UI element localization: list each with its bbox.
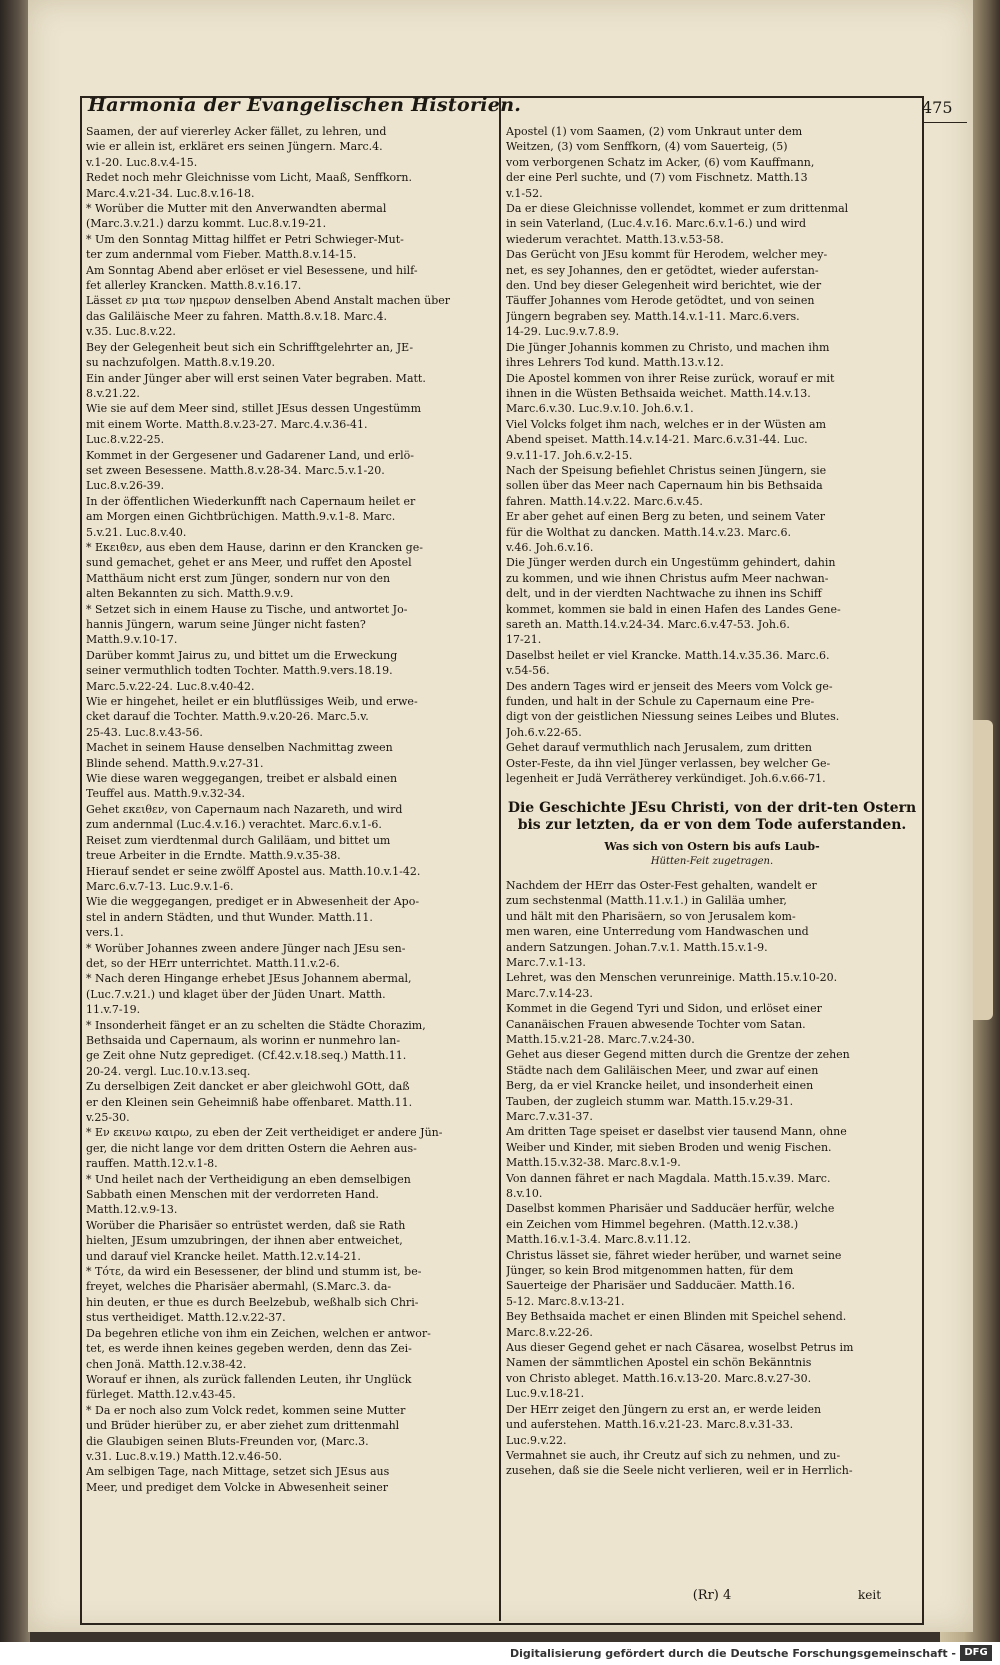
text-line: Christus lässet sie, fähret wieder herüber, und warnet seine (506, 1248, 842, 1262)
text-line: su nachzufolgen. Matth.8.v.19.20. (86, 356, 275, 370)
text-line: für die Wolthat zu dancken. Matth.14.v.23. Marc.6. (506, 525, 791, 539)
text-line: wiederum verachtet. Matth.13.v.53-58. (506, 232, 724, 246)
text-line: v.1-20. Luc.8.v.4-15. (86, 155, 198, 169)
text-line: (Luc.7.v.21.) und klaget über der Jüden Unart. Matth. (86, 987, 386, 1001)
text-line: der eine Perl suchte, und (7) vom Fischnetz. Matth.13 (506, 171, 808, 185)
text-line: er den Kleinen sein Geheimniß habe offenbaret. Matth.11. (86, 1095, 413, 1109)
text-line: Zu derselbigen Zeit dancket er aber gleichwohl GOtt, daß (86, 1080, 410, 1094)
text-line: chen Jonä. Matth.12.v.38-42. (86, 1357, 247, 1371)
chapter-subtitle-2: Hütten-Feit zugetragen. (650, 856, 774, 868)
text-line: Luc.9.v.22. (506, 1433, 567, 1447)
text-line: Er aber gehet auf einen Berg zu beten, und seinem Vater (506, 510, 826, 524)
text-line: ihres Lehrers Tod kund. Matth.13.v.12. (506, 356, 724, 370)
text-line: hielten, JEsum umzubringen, der ihnen aber entweichet, (86, 1234, 403, 1248)
running-head: Harmonia der Evangelischen Historien. (88, 94, 522, 116)
text-line: Von dannen fähret er nach Magdala. Matth.15.v.39. Marc. (506, 1171, 831, 1185)
text-line: * Worüber Johannes zween andere Jünger nach JEsu sen- (86, 941, 406, 955)
text-line: Marc.7.v.31-37. (506, 1109, 593, 1123)
text-line: v.31. Luc.8.v.19.) Matth.12.v.46-50. (86, 1449, 282, 1463)
text-line: Marc.4.v.21-34. Luc.8.v.16-18. (86, 186, 255, 200)
text-line: und auferstehen. Matth.16.v.21-23. Marc.8.v.31-33. (506, 1418, 794, 1432)
digitization-note: Digitalisierung gefördert durch die Deutsche Forschungsgemeinschaft - (509, 1647, 956, 1660)
text-line: fahren. Matth.14.v.22. Marc.6.v.45. (506, 494, 703, 508)
text-line: Bey der Gelegenheit beut sich ein Schrifftgelehrter an, JE- (86, 340, 414, 354)
chapter-subtitle: Was sich von Ostern bis aufs Laub- (604, 840, 820, 854)
text-line: delt, und in der vierdten Nachtwache zu ihnen ins Schiff (506, 587, 822, 601)
text-line: ihnen in die Wüsten Bethsaida weichet. Matth.14.v.13. (506, 386, 811, 400)
text-line: 25-43. Luc.8.v.43-56. (86, 725, 203, 739)
text-line: Marc.6.v.30. Luc.9.v.10. Joh.6.v.1. (506, 402, 694, 416)
text-line: Daselbst heilet er viel Krancke. Matth.14.v.35.36. Marc.6. (506, 648, 830, 662)
text-line: stel in andern Städten, und thut Wunder. Matth.11. (86, 910, 373, 924)
text-line: seiner vermuthlich todten Tochter. Matth.9.vers.18.19. (86, 664, 393, 678)
text-line: in sein Vaterland, (Luc.4.v.16. Marc.6.v.1-6.) und wird (506, 217, 807, 231)
text-line: und Brüder hierüber zu, er aber ziehet zum drittenmahl (86, 1419, 400, 1433)
text-line: Gehet darauf vermuthlich nach Jerusalem, zum dritten (506, 741, 813, 755)
text-line: Sabbath einen Menschen mit der verdorreten Hand. (86, 1188, 379, 1202)
text-line: Worauf er ihnen, als zurück fallenden Leuten, ihr Unglück (86, 1372, 412, 1386)
text-line: Aus dieser Gegend gehet er nach Cäsarea, woselbst Petrus im (506, 1341, 854, 1355)
page-number: 475 (922, 98, 967, 123)
text-line: Weiber und Kinder, mit sieben Broden und wenig Fischen. (506, 1140, 832, 1154)
text-line: * Da er noch also zum Volck redet, kommen seine Mutter (86, 1403, 406, 1417)
text-line: Vermahnet sie auch, ihr Creutz auf sich zu nehmen, und zu- (506, 1448, 841, 1462)
text-line: Ein ander Jünger aber will erst seinen Vater begraben. Matt. (86, 371, 426, 385)
text-line: den. Und bey dieser Gelegenheit wird berichtet, wie der (506, 279, 822, 293)
text-line: 5.v.21. Luc.8.v.40. (86, 525, 187, 539)
text-line: Luc.8.v.26-39. (86, 479, 165, 493)
text-line: Der HErr zeiget den Jüngern zu erst an, er werde leiden (506, 1402, 822, 1416)
text-line: alten Bekannten zu sich. Matth.9.v.9. (86, 587, 294, 601)
text-line: v.54-56. (506, 664, 550, 678)
text-line: Sauerteige der Pharisäer und Sadducäer. Matth.16. (506, 1279, 796, 1293)
text-line: Reiset zum vierdtenmal durch Galiläam, und bittet um (86, 833, 391, 847)
text-line: det, so der HErr unterrichtet. Matth.11.v.2-6. (86, 956, 340, 970)
text-line: cket darauf die Tochter. Matth.9.v.20-26. Marc.5.v. (86, 710, 369, 724)
text-line: Darüber kommt Jairus zu, und bittet um die Erweckung (86, 648, 398, 662)
text-line: Städte nach dem Galiläischen Meer, und zwar auf einen (506, 1063, 819, 1077)
book-page (28, 0, 973, 1632)
text-line: ger, die nicht lange vor dem dritten Ostern die Aehren aus- (86, 1141, 417, 1155)
text-line: men waren, eine Unterredung vom Handwaschen und (506, 925, 809, 939)
text-line: * Εν εκεινω καιρω, zu eben der Zeit vertheidiget er andere Jün- (86, 1126, 443, 1140)
text-line: In der öffentlichen Wiederkunfft nach Capernaum heilet er (86, 494, 416, 508)
chapter-title: Die Geschichte JEsu Christi, von der drit-ten Ostern bis zur letzten, da er von dem Tode auferstanden. (507, 800, 917, 834)
column-rule (499, 96, 501, 1621)
text-line: tet, es werde ihnen keines gegeben werden, denn das Zei- (86, 1342, 412, 1356)
text-line: Daselbst kommen Pharisäer und Sadducäer herfür, welche (506, 1202, 835, 1216)
text-line: freyet, welches die Pharisäer abermahl, (S.Marc.3. da- (86, 1280, 392, 1294)
text-line: Marc.5.v.22-24. Luc.8.v.40-42. (86, 679, 255, 693)
text-line: 8.v.10. (506, 1187, 543, 1200)
text-line: Am selbigen Tage, nach Mittage, setzet sich JEsus aus (86, 1465, 390, 1479)
text-line: zum andernmal (Luc.4.v.16.) verachtet. Marc.6.v.1-6. (86, 818, 382, 832)
text-line: Gehet aus dieser Gegend mitten durch die Grentze der zehen (506, 1048, 850, 1062)
text-line: treue Arbeiter in die Erndte. Matth.9.v.35-38. (86, 849, 341, 863)
text-line: Täuffer Johannes vom Herode getödtet, und von seinen (506, 294, 815, 308)
text-line: Marc.7.v.14-23. (506, 986, 593, 1000)
text-line: wie er allein ist, erkläret ers seinen Jüngern. Marc.4. (86, 140, 383, 154)
text-line: zusehen, daß sie die Seele nicht verlieren, weil er in Herrlich- (506, 1464, 853, 1478)
text-line: rauffen. Matth.12.v.1-8. (86, 1157, 218, 1171)
text-line: 14-29. Luc.9.v.7.8.9. (506, 325, 620, 339)
text-line: ein Zeichen vom Himmel begehren. (Matth.12.v.38.) (506, 1217, 799, 1231)
text-line: Wie diese waren weggegangen, treibet er alsbald einen (86, 772, 398, 786)
text-line: * Nach deren Hingange erhebet JEsus Johannem abermal, (86, 972, 412, 986)
text-line: ter zum andernmal vom Fieber. Matth.8.v.14-15. (86, 248, 357, 262)
text-line: Da er diese Gleichnisse vollendet, kommet er zum drittenmal (506, 202, 849, 216)
text-line: am Morgen einen Gichtbrüchigen. Matth.9.v.1-8. Marc. (86, 510, 396, 524)
text-line: Kommet in die Gegend Tyri und Sidon, und erlöset einer (506, 1002, 822, 1016)
text-line: Namen der sämmtlichen Apostel ein schön Bekänntnis (506, 1356, 812, 1370)
text-line: das Galiläische Meer zu fahren. Matth.8.v.18. Marc.4. (86, 309, 387, 323)
text-line: * Τότε, da wird ein Besessener, der blind und stumm ist, be- (86, 1265, 422, 1279)
text-line: v.35. Luc.8.v.22. (86, 325, 176, 339)
text-line: Die Jünger Johannis kommen zu Christo, und machen ihm (506, 340, 830, 354)
text-line: 11.v.7-19. (86, 1003, 141, 1017)
text-line: set zween Besessene. Matth.8.v.28-34. Marc.5.v.1-20. (86, 463, 385, 477)
text-line: Meer, und prediget dem Volcke in Abwesenheit seiner (86, 1480, 389, 1494)
text-line: 8.v.21.22. (86, 386, 140, 400)
text-line: Abend speiset. Matth.14.v.14-21. Marc.6.v.31-44. Luc. (506, 433, 808, 447)
text-line: Viel Volcks folget ihm nach, welches er in der Wüsten am (506, 417, 827, 431)
right-column-bottom (506, 878, 918, 1479)
text-line: Redet noch mehr Gleichnisse vom Licht, Maaß, Senffkorn. (86, 171, 413, 185)
text-line: Jüngern begraben sey. Matth.14.v.1-11. Marc.6.vers. (506, 309, 800, 323)
text-line: Luc.9.v.18-21. (506, 1387, 585, 1401)
text-line: Gehet εκειθεν, von Capernaum nach Nazareth, und wird (86, 802, 403, 816)
text-line: zu kommen, und wie ihnen Christus aufm Meer nachwan- (506, 571, 829, 585)
text-line: v.46. Joh.6.v.16. (506, 540, 594, 554)
text-line: * Εκειθεν, aus eben dem Hause, darinn er den Krancken ge- (86, 540, 423, 554)
text-line: Matth.12.v.9-13. (86, 1203, 178, 1217)
text-line: Cananäischen Frauen abwesende Tochter vom Satan. (506, 1017, 806, 1031)
left-column (86, 124, 498, 1606)
text-line: Matth.15.v.32-38. Marc.8.v.1-9. (506, 1156, 681, 1170)
text-line: Kommet in der Gergesener und Gadarener Land, und erlö- (86, 448, 414, 462)
text-line: net, es sey Johannes, den er getödtet, wieder auferstan- (506, 263, 819, 277)
text-line: stus vertheidiget. Matth.12.v.22-37. (86, 1311, 286, 1325)
text-line: hin deuten, er thue es durch Beelzebub, weßhalb sich Chri- (86, 1295, 419, 1309)
text-line: von Christo ableget. Matth.16.v.13-20. Marc.8.v.27-30. (506, 1371, 812, 1385)
text-line: Nach der Speisung befiehlet Christus seinen Jüngern, sie (506, 463, 827, 477)
text-line: * Insonderheit fänget er an zu schelten die Städte Chorazim, (86, 1018, 426, 1032)
text-line: Machet in seinem Hause denselben Nachmittag zween (86, 741, 393, 755)
text-line: Lehret, was den Menschen verunreinige. Matth.15.v.10-20. (506, 971, 838, 985)
signature-mark: (Rr) 4 (692, 1588, 732, 1603)
text-line: sareth an. Matth.14.v.24-34. Marc.6.v.47-53. Joh.6. (506, 618, 790, 631)
text-line: Am Sonntag Abend aber erlöset er viel Besessene, und hilf- (86, 263, 418, 277)
text-line: Marc.6.v.7-13. Luc.9.v.1-6. (86, 879, 234, 893)
text-line: Bethsaida und Capernaum, als worinn er nunmehro lan- (86, 1033, 401, 1047)
text-line: Matth.15.v.21-28. Marc.7.v.24-30. (506, 1032, 695, 1046)
text-line: kommet, kommen sie bald in einen Hafen des Landes Gene- (506, 602, 841, 616)
text-line: und hält mit den Pharisäern, so von Jerusalem kom- (506, 909, 796, 923)
text-line: Lässet εν μια των ημερων denselben Abend Anstalt machen über (86, 294, 451, 308)
right-column-top (506, 124, 918, 786)
text-line: Apostel (1) vom Saamen, (2) vom Unkraut unter dem (506, 125, 803, 138)
text-line: andern Satzungen. Johan.7.v.1. Matth.15.v.1-9. (506, 940, 768, 954)
text-line: Die Apostel kommen von ihrer Reise zurück, worauf er mit (506, 371, 835, 385)
text-line: vom verborgenen Schatz im Acker, (6) vom Kauffmann, (506, 155, 815, 169)
text-line: Jünger, so kein Brod mitgenommen hatten, für dem (506, 1264, 794, 1278)
text-line: mit einem Worte. Matth.8.v.23-27. Marc.4.v.36-41. (86, 417, 368, 431)
text-line: ge Zeit ohne Nutz geprediget. (Cf.42.v.18.seq.) Matth.11. (86, 1049, 407, 1063)
text-line: Berg, da er viel Krancke heilet, und insonderheit einen (506, 1079, 814, 1093)
text-line: Joh.6.v.22-65. (506, 725, 582, 739)
text-line: Saamen, der auf viererley Acker fället, zu lehren, und (86, 125, 387, 138)
text-line: vers.1. (86, 926, 124, 940)
text-line: (Marc.3.v.21.) darzu kommt. Luc.8.v.19-21. (86, 217, 327, 231)
text-line: Die Jünger werden durch ein Ungestümm gehindert, dahin (506, 556, 836, 570)
text-line: Blinde sehend. Matth.9.v.27-31. (86, 756, 264, 770)
text-line: digt von der geistlichen Niessung seines Leibes und Blutes. (506, 710, 840, 724)
text-line: Matth.16.v.1-3.4. Marc.8.v.11.12. (506, 1233, 691, 1247)
catchword: keit (858, 1588, 882, 1602)
text-line: 17-21. (506, 633, 542, 647)
text-line: Matth.9.v.10-17. (86, 633, 178, 647)
text-line: 9.v.11-17. Joh.6.v.2-15. (506, 448, 633, 462)
text-line: Wie die weggegangen, prediget er in Abwesenheit der Apo- (86, 895, 420, 909)
text-line: Am dritten Tage speiset er daselbst vier tausend Mann, ohne (506, 1125, 847, 1139)
text-line: Oster-Feste, da ihn viel Jünger verlassen, bey welcher Ge- (506, 756, 831, 770)
text-line: Marc.7.v.1-13. (506, 955, 586, 969)
text-line: fürleget. Matth.12.v.43-45. (86, 1388, 236, 1402)
text-line: Matthäum nicht erst zum Jünger, sondern nur von den (86, 571, 391, 585)
text-line: * Um den Sonntag Mittag hilffet er Petri Schwieger-Mut- (86, 232, 404, 246)
dfg-logo: DFG (960, 1645, 992, 1661)
text-line: sund gemachet, gehet er ans Meer, und ruffet den Apostel (86, 556, 412, 570)
text-line: Tauben, der zugleich stumm war. Matth.15.v.29-31. (506, 1094, 794, 1108)
text-line: funden, und halt in der Schule zu Capernaum eine Pre- (506, 695, 815, 709)
text-line: Des andern Tages wird er jenseit des Meers vom Volck ge- (506, 679, 833, 693)
text-line: fet allerley Krancken. Matth.8.v.16.17. (86, 279, 302, 293)
text-line: und darauf viel Krancke heilet. Matth.12.v.14-21. (86, 1249, 361, 1263)
text-line: Worüber die Pharisäer so entrüstet werden, daß sie Rath (86, 1218, 406, 1232)
text-line: Nachdem der HErr das Oster-Fest gehalten, wandelt er (506, 878, 817, 892)
text-line: sollen über das Meer nach Capernaum hin bis Bethsaida (506, 479, 823, 493)
text-line: Luc.8.v.22-25. (86, 433, 165, 447)
text-line: hannis Jüngern, warum seine Jünger nicht fasten? (86, 618, 366, 631)
text-line: die Glaubigen seinen Bluts-Freunden vor, (Marc.3. (86, 1434, 369, 1448)
text-line: * Setzet sich in einem Hause zu Tische, und antwortet Jo- (86, 602, 408, 616)
text-line: Wie sie auf dem Meer sind, stillet JEsus dessen Ungestümm (86, 402, 422, 416)
text-line: Hierauf sendet er seine zwölff Apostel aus. Matth.10.v.1-42. (86, 864, 421, 878)
text-line: Wie er hingehet, heilet er ein blutflüssiges Weib, und erwe- (86, 695, 418, 709)
text-line: 20-24. vergl. Luc.10.v.13.seq. (86, 1064, 251, 1078)
right-column (506, 124, 918, 1606)
text-line: 5-12. Marc.8.v.13-21. (506, 1294, 625, 1308)
text-line: v.1-52. (506, 186, 543, 200)
text-line: Teuffel aus. Matth.9.v.32-34. (86, 787, 246, 801)
text-line: Das Gerücht von JEsu kommt für Herodem, welcher mey- (506, 248, 828, 262)
text-line: * Worüber die Mutter mit den Anverwandten abermal (86, 202, 387, 216)
scan-edge-left (0, 0, 30, 1665)
text-line: v.25-30. (86, 1111, 130, 1124)
text-line: Bey Bethsaida machet er einen Blinden mit Speichel sehend. (506, 1310, 847, 1324)
text-line: Weitzen, (3) vom Senffkorn, (4) vom Sauerteig, (5) (506, 140, 788, 154)
text-line: legenheit er Judä Verrätherey verkündiget. Joh.6.v.66-71. (506, 772, 826, 786)
text-line: * Und heilet nach der Vertheidigung an eben demselbigen (86, 1172, 411, 1186)
text-line: Da begehren etliche von ihm ein Zeichen, welchen er antwor- (86, 1326, 431, 1340)
text-line: zum sechstenmal (Matth.11.v.1.) in Galiläa umher, (506, 894, 787, 908)
text-line: Marc.8.v.22-26. (506, 1325, 593, 1339)
